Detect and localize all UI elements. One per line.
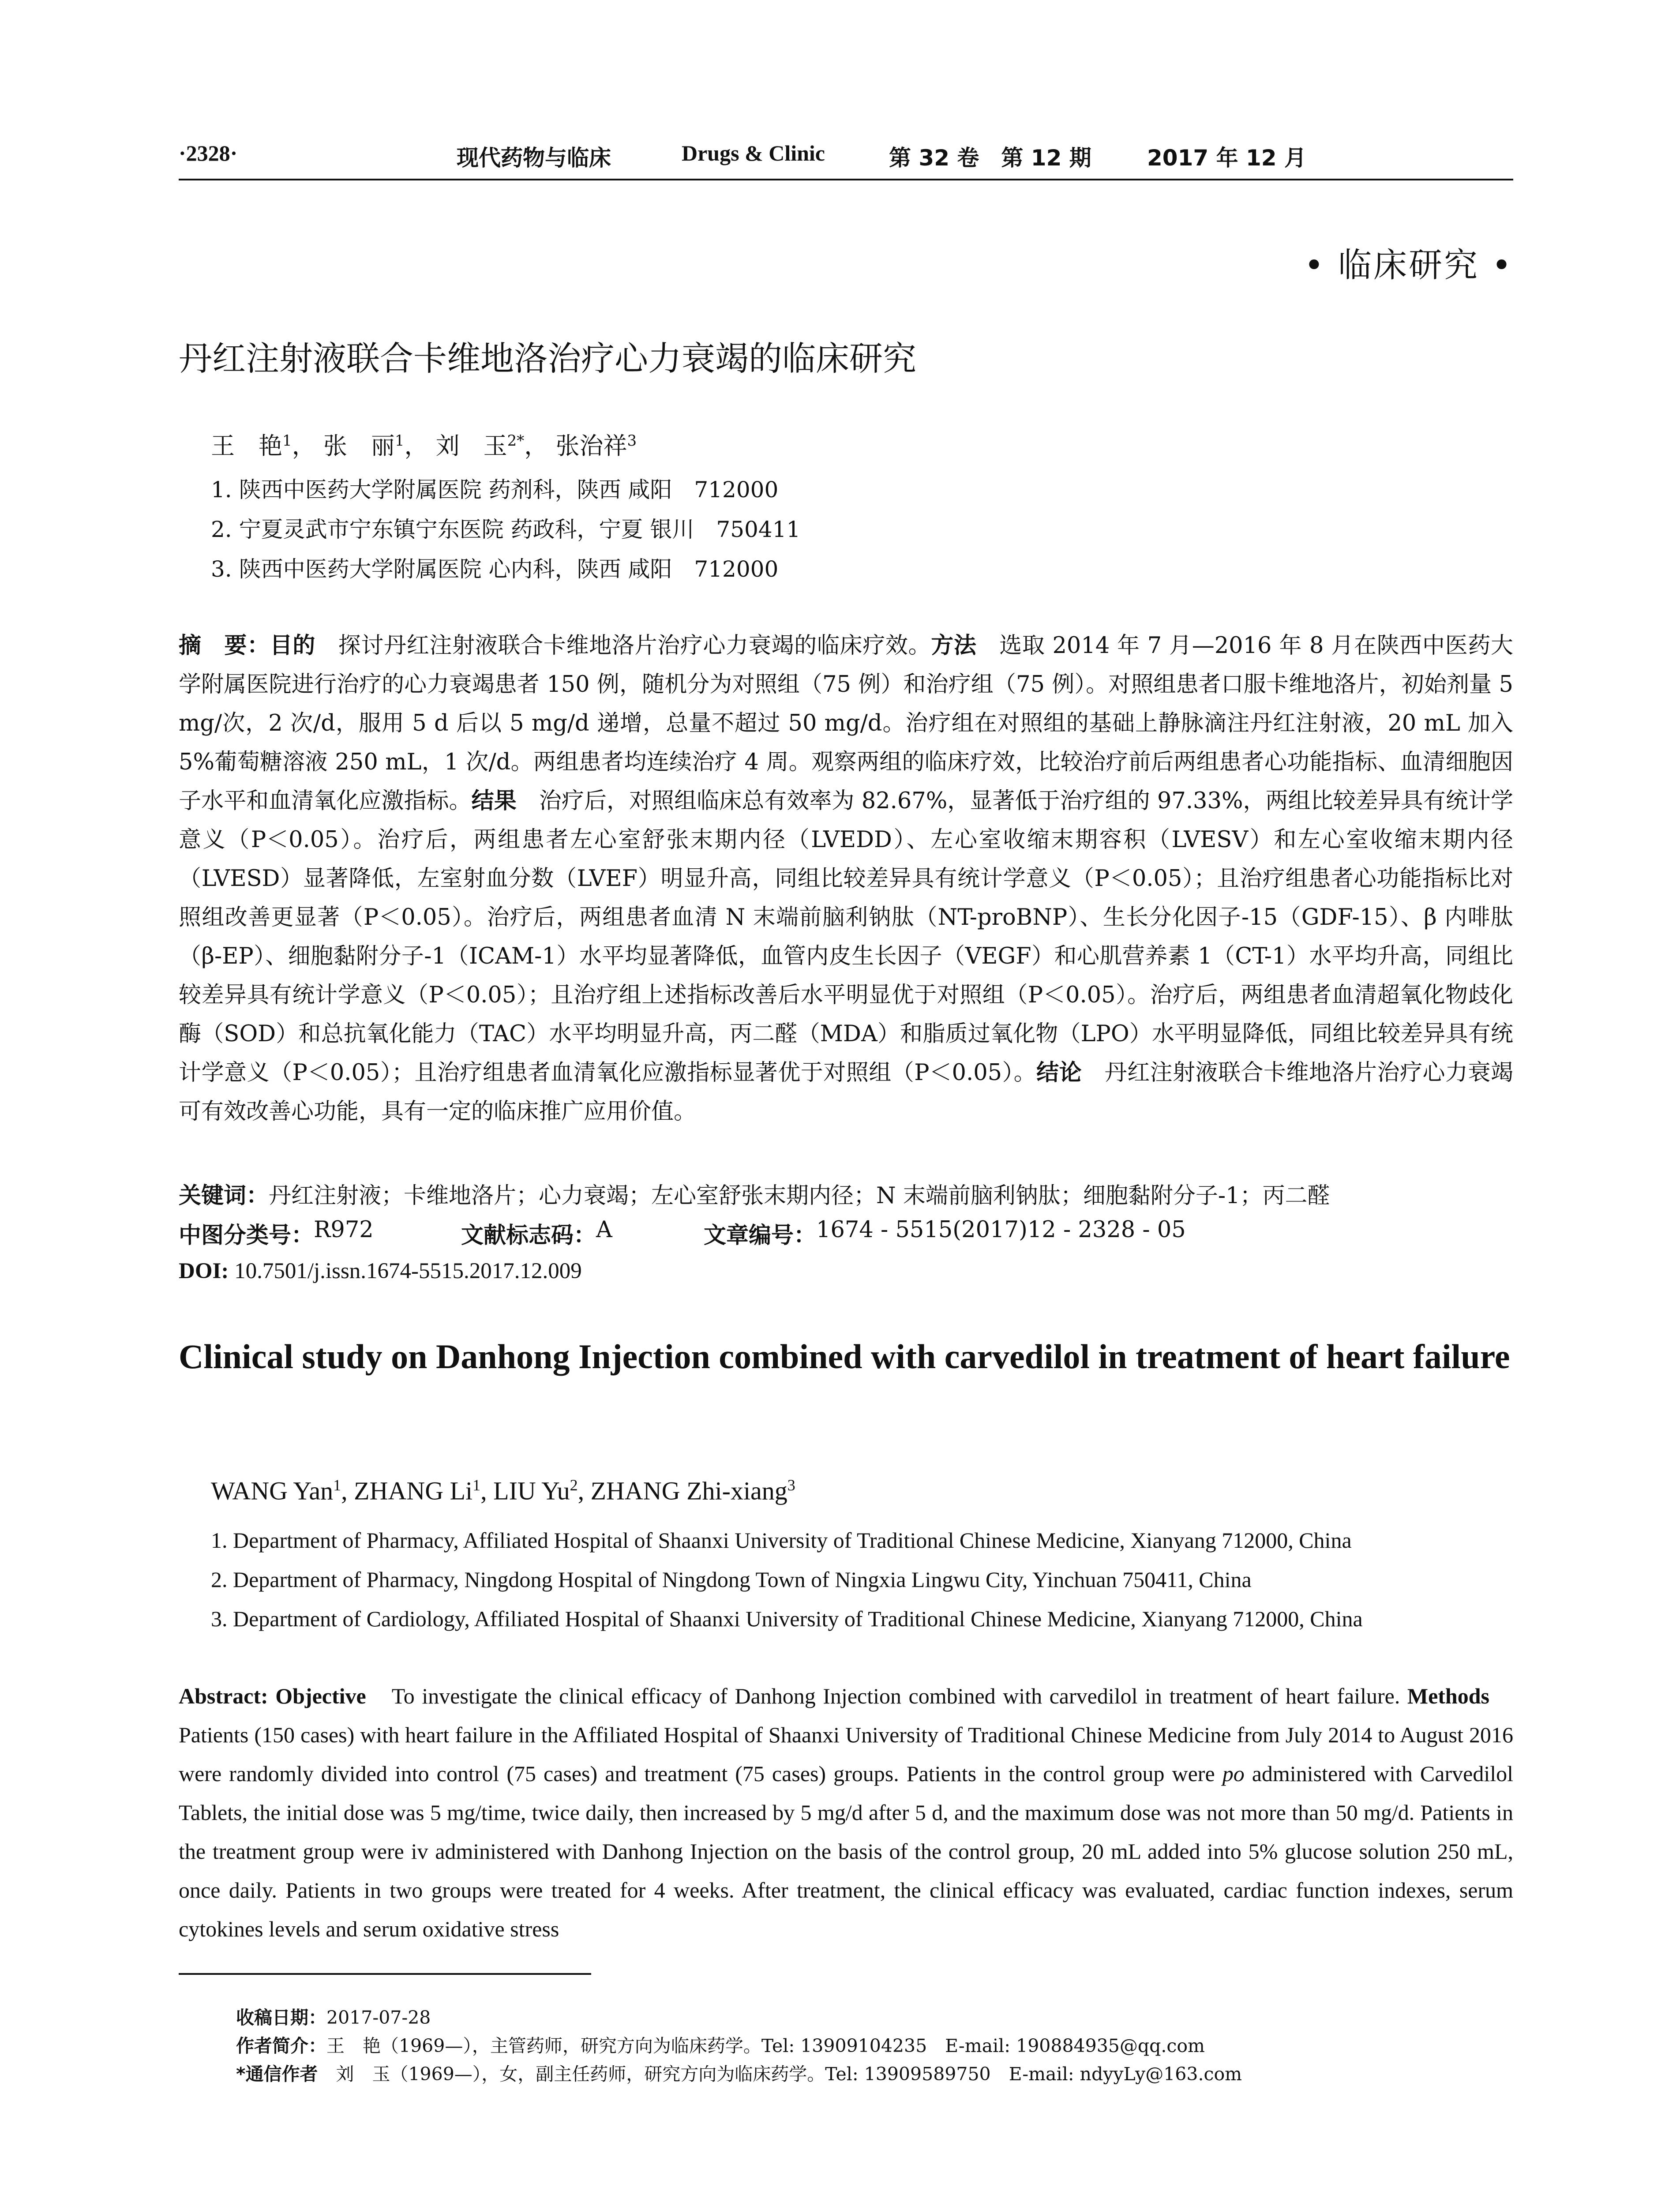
- methods-text: Patients (150 cases) with heart failure in the Affiliated Hospital of Shaanxi University of Traditional Chinese Medicine from July 2014 to August 2016 were randomly divided into control (75 cases) and treatment (75 cases) groups. Patients in the control group were: [179, 1684, 1514, 1786]
- document-code: 文献标志码： A: [461, 1217, 612, 1249]
- author-sup: 1: [333, 1476, 341, 1494]
- authors-en: WANG Yan$^1$, ZHANG Li$^1$, LIU Yu$^2$, ZHANG Zhi-xiang$^3$: [211, 1476, 795, 1505]
- title-zh: 丹红注射液联合卡维地洛治疗心力衰竭的临床研究: [179, 339, 916, 378]
- title-en: Clinical study on Danhong Injection combined with carvedilol in treatment of heart failure: [179, 1337, 1510, 1376]
- classification-row: [179, 1217, 1513, 1248]
- affiliation-zh: 1. 陕西中医药大学附属医院 药剂科，陕西 咸阳 712000: [211, 477, 779, 503]
- methods-text-cont: administered with Carvedilol Tablets, the initial dose was 5 mg/time, twice daily, then increased by 5 mg/d after 5 d, and the maximum dose was not more than 50 mg/d. Patients in the treatment group were iv administered with Danhong Injection on the basis of the control group, 20 mL added into 5% glucose solution 250 mL, once daily. Patients in two groups were treated for 4 weeks. After treatment, the clinical efficacy was evaluated, cardiac function indexes, serum cytokines levels and serum oxidative stress: [179, 1761, 1513, 1941]
- running-header: [179, 140, 1513, 180]
- page-number: ·2328·: [179, 141, 238, 165]
- header-rule: [179, 179, 1513, 180]
- clc-number: 中图分类号： R972: [179, 1217, 374, 1249]
- doi: [179, 1258, 582, 1284]
- objective-text: 探讨丹红注射液联合卡维地洛片治疗心力衰竭的临床疗效。: [315, 633, 931, 659]
- results-text: 治疗后，对照组临床总有效率为 82.67%，显著低于治疗组的 97.33%，两组比较差异具有统计学意义（P＜0.05）。治疗后，两组患者左心室舒张末期内径（LVEDD）、左心室收缩末期容积（LVESV）和左心室收缩末期内径（LVESD）显著降低，左室射血分数（LVEF）明显升高，同组比较差异具有统计学意义（P＜0.05）；且治疗组患者心功能指标比对照组改善更显著（P＜0.05）。治疗后，两组患者血清 N 末端前脑利钠肽（NT-proBNP）、生长分化因子-15（GDF-15）、β 内啡肽（β-EP）、细胞黏附分子-1（ICAM-1）水平均显著降低，血管内皮生长因子（VEGF）和心肌营养素 1（CT-1）水平均升高，同组比较差异具有统计学意义（P＜0.05）；且治疗组上述指标改善后水平明显优于对照组（P＜0.05）。治疗后，两组患者血清超氧化物歧化酶（SOD）和总抗氧化能力（TAC）水平均明显升高，丙二醛（MDA）和脂质过氧化物（LPO）水平明显降低，同组比较差异具有统计学意义（P＜0.05）；且治疗组患者血清氧化应激指标显著优于对照组（P＜0.05）。: [179, 788, 1513, 1086]
- journal-name-zh: 现代药物与临床: [457, 145, 611, 171]
- section-tag: • 临床研究 •: [1304, 245, 1513, 285]
- doi-label: DOI:: [179, 1259, 229, 1283]
- conclusion-label: 结论: [1036, 1060, 1082, 1086]
- article-number: 文章编号： 1674 - 5515(2017)12 - 2328 - 05: [704, 1217, 1186, 1249]
- affiliation-en: 3. Department of Cardiology, Affiliated Hospital of Shaanxi University of Traditional Chinese Medicine, Xianyang 712000, China: [211, 1606, 1363, 1631]
- footnote-received: 收稿日期：2017-07-28: [236, 2007, 431, 2028]
- author-en: ZHANG Li: [354, 1476, 473, 1505]
- affiliation-en: 1. Department of Pharmacy, Affiliated Hospital of Shaanxi University of Traditional Chinese Medicine, Xianyang 712000, China: [211, 1528, 1352, 1553]
- keywords-label: 关键词：: [179, 1183, 269, 1209]
- results-label: 结果: [471, 788, 517, 814]
- affiliation-zh: 3. 陕西中医药大学附属医院 心内科，陕西 咸阳 712000: [211, 556, 779, 582]
- affiliation-en: 2. Department of Pharmacy, Ningdong Hospital of Ningdong Town of Ningxia Lingwu City, Yinchuan 750411, China: [211, 1567, 1252, 1592]
- author-sup: 3: [627, 432, 637, 450]
- keywords-text: 丹红注射液；卡维地洛片；心力衰竭；左心室舒张末期内径；N 末端前脑利钠肽；细胞黏附分子-1；丙二醛: [269, 1183, 1330, 1209]
- abstract-label: 摘 要：: [179, 633, 270, 659]
- author-sup: 1: [472, 1476, 481, 1494]
- footnote-rule: [179, 1973, 591, 1975]
- volume-issue: 第 32 卷 第 12 期: [889, 145, 1091, 171]
- author-sup: 3: [787, 1476, 795, 1494]
- objective-text: To investigate the clinical efficacy of Danhong Injection combined with carvedilol in treatment of heart failure.: [366, 1684, 1400, 1708]
- author-en: ZHANG Zhi-xiang: [590, 1476, 788, 1505]
- methods-label: Methods: [1407, 1684, 1489, 1708]
- author-en: WANG Yan: [211, 1476, 334, 1505]
- conclusion-text: 丹红注射液联合卡维地洛片治疗心力衰竭可有效改善心功能，具有一定的临床推广应用价值。: [179, 1060, 1513, 1125]
- abstract-objective-label: Abstract: Objective: [179, 1684, 366, 1708]
- abstract-zh: [179, 627, 1513, 1131]
- methods-label: 方法: [931, 633, 977, 659]
- author-sup: 2*: [507, 432, 525, 450]
- author-zh: 张治祥: [555, 432, 627, 460]
- keywords: [179, 1177, 1330, 1210]
- abstract-en: [179, 1677, 1513, 1948]
- methods-text: 选取 2014 年 7 月—2016 年 8 月在陕西中医药大学附属医院进行治疗的心力衰竭患者 150 例，随机分为对照组（75 例）和治疗组（75 例）。对照组患者口服卡维地洛片，初始剂量 5 mg/次，2 次/d，服用 5 d 后以 5 mg/d 递增，总量不超过 50 mg/d。治疗组在对照组的基础上静脉滴注丹红注射液，20 mL 加入 5%葡萄糖溶液 250 mL，1 次/d。两组患者均连续治疗 4 周。观察两组的临床疗效，比较治疗前后两组患者心功能指标、血清细胞因子水平和血清氧化应激指标。: [179, 633, 1513, 814]
- author-en: LIU Yu: [493, 1476, 570, 1505]
- author-zh: 刘 玉: [435, 432, 507, 460]
- journal-name-en: Drugs & Clinic: [682, 141, 825, 165]
- objective-label: 目的: [270, 633, 316, 659]
- methods-po: po: [1222, 1761, 1245, 1786]
- author-zh: 张 丽: [323, 432, 395, 460]
- authors-zh: 王 艳$^1$， 张 丽$^1$， 刘 玉$^{2*}$， 张治祥$^3$: [211, 432, 637, 460]
- affiliation-zh: 2. 宁夏灵武市宁东镇宁东医院 药政科，宁夏 银川 750411: [211, 517, 801, 542]
- author-sup: 1: [394, 432, 405, 450]
- footnote-author: 作者简介：王 艳（1969—），主管药师，研究方向为临床药学。Tel: 13909104235 E-mail: 190884935@qq.com: [236, 2035, 1205, 2056]
- issue-date: 2017 年 12 月: [1147, 145, 1306, 171]
- doi-link[interactable]: 10.7501/j.issn.1674-5515.2017.12.009: [234, 1259, 582, 1283]
- author-sup: 1: [282, 432, 292, 450]
- footnote-corresponding: *通信作者 刘 玉（1969—），女，副主任药师，研究方向为临床药学。Tel: 13909589750 E-mail: ndyyLy@163.com: [236, 2063, 1242, 2085]
- author-sup: 2: [570, 1476, 578, 1494]
- author-zh: 王 艳: [211, 432, 282, 460]
